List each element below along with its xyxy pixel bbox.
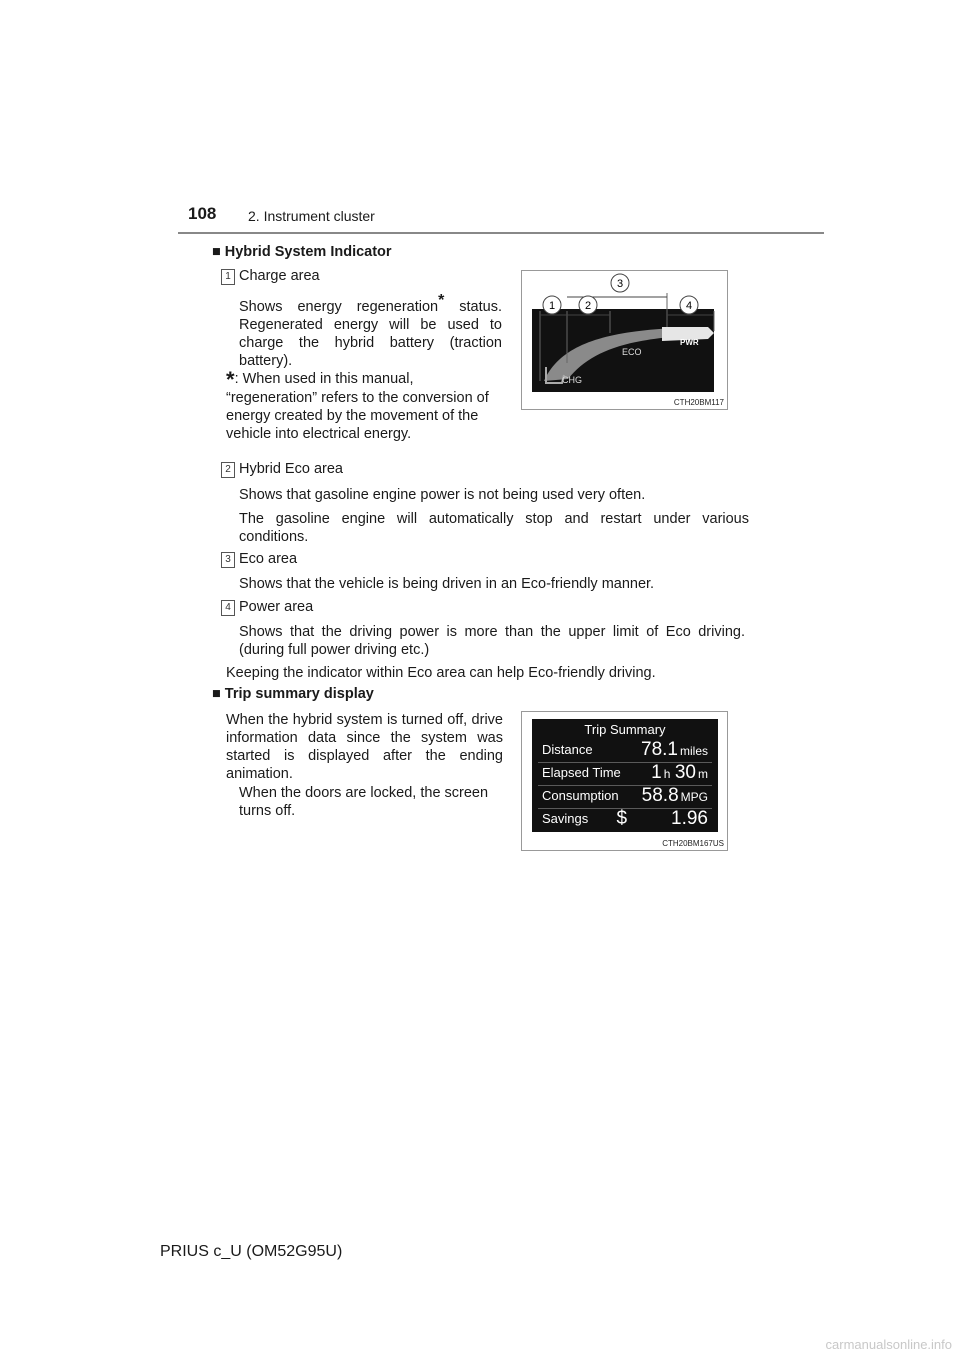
item-desc-hybrid-eco-1: Shows that gasoline engine power is not being used very often. <box>239 487 646 503</box>
trip-summary-heading: Trip Summary <box>584 722 666 737</box>
trip-summary-figure <box>521 711 728 851</box>
item-title-charge-area: Charge area <box>239 268 320 284</box>
item-number-2: 2 <box>221 462 235 478</box>
gauge-label-pwr: PWR <box>680 338 699 347</box>
item-desc-charge-area: Shows energy regeneration* status. Regenerated energy will be used to charge the hybrid battery (traction battery). <box>239 292 502 369</box>
footnote-regeneration: *: When used in this manual, “regeneration” refers to the conversion of energy created by the movement of the vehicle into electrical energy. <box>226 367 489 442</box>
summary-text: Keeping the indicator within Eco area can help Eco-friendly driving. <box>226 665 656 681</box>
figure-callout-1: 1 <box>548 300 556 312</box>
trip-row-distance: Distance 78.1 miles <box>538 739 712 763</box>
footer-model: PRIUS c_U (OM52G95U) <box>160 1243 343 1260</box>
trip-summary-note: When the doors are locked, the screen turns off. <box>239 785 489 819</box>
hybrid-indicator-illustration <box>522 271 727 409</box>
gauge-label-chg: CHG <box>562 375 582 385</box>
trip-row-elapsed-time: Elapsed Time 1 h 30 m <box>538 762 712 786</box>
figure-callout-2: 2 <box>584 300 592 312</box>
gauge-label-eco: ECO <box>622 347 642 357</box>
header-divider <box>178 232 824 234</box>
page-number: 108 <box>188 204 217 223</box>
item-title-eco-area: Eco area <box>239 551 298 567</box>
bullet-square: ■ <box>212 686 221 702</box>
figure-callout-3: 3 <box>616 278 624 290</box>
section-title-hybrid-indicator: ■ Hybrid System Indicator <box>212 244 392 260</box>
chapter-title: 2. Instrument cluster <box>248 208 375 224</box>
trip-row-consumption: Consumption 58.8 MPG <box>538 785 712 809</box>
trip-row-savings: Savings $ 1.96 <box>542 808 708 829</box>
item-number-1: 1 <box>221 269 235 285</box>
figure-callout-4: 4 <box>685 300 693 312</box>
item-desc-eco-area: Shows that the vehicle is being driven in an Eco-friendly manner. <box>239 576 655 592</box>
bullet-square: ■ <box>212 244 221 260</box>
trip-summary-desc: When the hybrid system is turned off, drive information data since the system was started is displayed after the ending animation. <box>226 712 503 782</box>
watermark: carmanualsonline.info <box>825 1337 952 1352</box>
item-desc-power-area: Shows that the driving power is more than the upper limit of Eco driving. (during full power driving etc.) <box>239 624 745 658</box>
hybrid-indicator-figure <box>521 270 728 410</box>
item-title-hybrid-eco-area: Hybrid Eco area <box>239 461 343 477</box>
section-title-trip-summary: ■ Trip summary display <box>212 686 374 702</box>
figure-caption-hybrid: CTH20BM117 <box>673 398 724 407</box>
item-number-4: 4 <box>221 600 235 616</box>
item-title-power-area: Power area <box>239 599 314 615</box>
trip-summary-screen <box>532 719 718 832</box>
item-desc-hybrid-eco-2: The gasoline engine will automatically stop and restart under various conditions. <box>239 511 749 545</box>
item-number-3: 3 <box>221 552 235 568</box>
figure-caption-trip: CTH20BM167US <box>662 839 724 848</box>
